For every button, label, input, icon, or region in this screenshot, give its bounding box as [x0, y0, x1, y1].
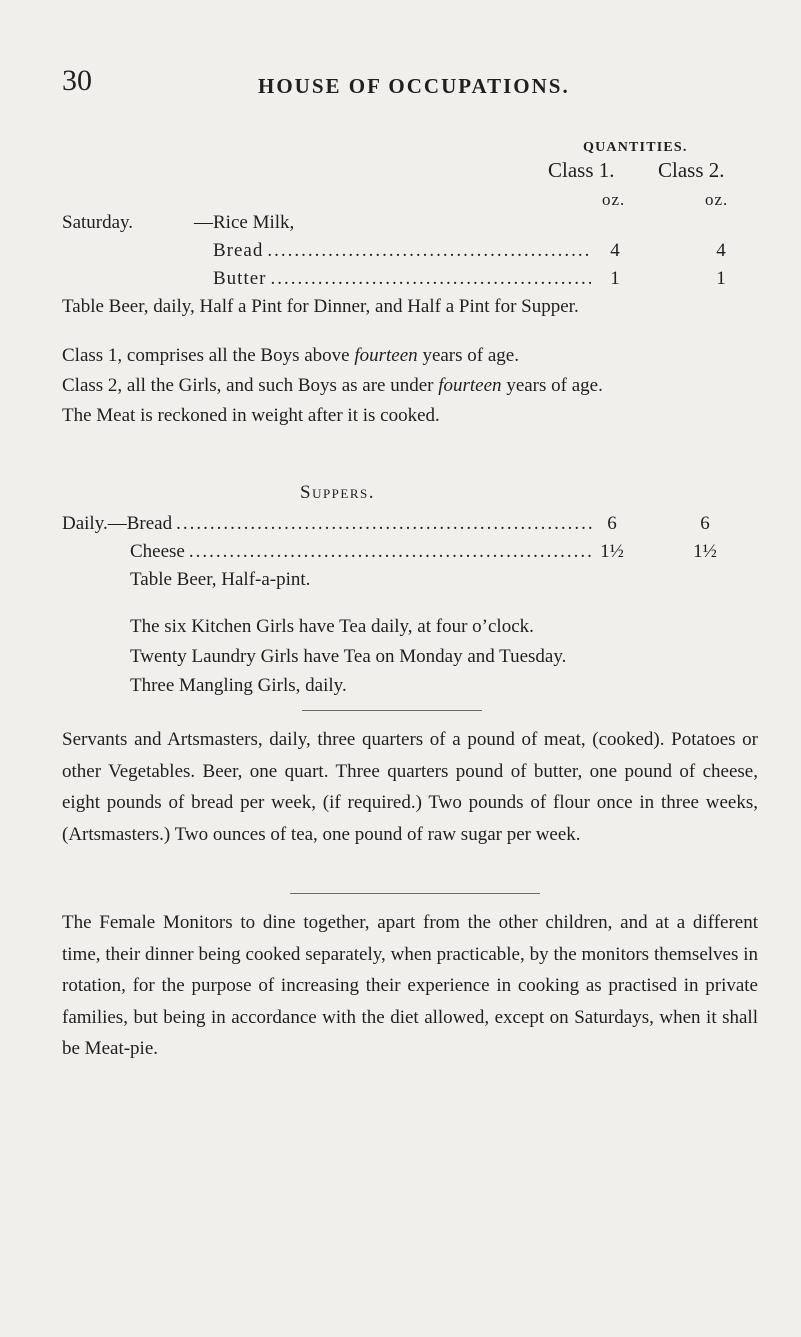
- tea-line-mangling: Three Mangling Girls, daily.: [130, 675, 347, 696]
- saturday-bread-class2: 4: [716, 240, 726, 261]
- suppers-heading: Suppers.: [300, 482, 376, 503]
- supper-cheese-label: Cheese: [130, 541, 185, 562]
- class-1-note-post: years of age.: [422, 345, 519, 366]
- saturday-dish: —Rice Milk,: [194, 212, 295, 233]
- supper-beer: Table Beer, Half-a-pint.: [130, 569, 311, 590]
- meat-note: The Meat is reckoned in weight after it is cooked.: [62, 405, 440, 426]
- saturday-bread-row: [213, 240, 595, 262]
- dot-leader: [176, 513, 593, 535]
- dot-leader: [267, 240, 591, 262]
- dot-leader: [189, 541, 593, 563]
- supper-bread-row: [62, 513, 597, 535]
- saturday-butter-class1: 1: [610, 268, 620, 289]
- saturday-day: Saturday.: [62, 212, 134, 233]
- section-divider: [290, 893, 540, 894]
- class-2-note: [62, 375, 603, 397]
- class-2-note-pre: Class 2, all the Girls, and such Boys as are under: [62, 375, 434, 396]
- supper-cheese-row: [130, 541, 597, 563]
- table-beer-note: Table Beer, daily, Half a Pint for Dinner, and Half a Pint for Supper.: [62, 296, 579, 317]
- class-2-note-emphasis: fourteen: [438, 375, 502, 396]
- tea-line-laundry: Twenty Laundry Girls have Tea on Monday and Tuesday.: [130, 646, 567, 667]
- supper-cheese-class1: 1½: [600, 541, 624, 562]
- saturday-butter-label: Butter: [213, 268, 267, 289]
- supper-bread-label: Daily.—Bread: [62, 513, 173, 534]
- saturday-butter-row: [213, 268, 595, 290]
- class-1-note-pre: Class 1, comprises all the Boys above: [62, 345, 350, 366]
- class-2-unit: oz.: [705, 190, 729, 209]
- monitors-paragraph: The Female Monitors to dine together, apart from the other children, and at a different time, their dinner being cooked separately, when practicable, by the monitors themselves in rotation, for the purpose of increasing their experience in cooking as practised in private families, but being in accordance with the diet allowed, except on Saturdays, when it shall be Meat-pie.: [62, 912, 758, 1059]
- saturday-bread-class1: 4: [610, 240, 620, 261]
- class-2-note-post: years of age.: [506, 375, 603, 396]
- class-1-note-emphasis: fourteen: [354, 345, 418, 366]
- quantities-heading: QUANTITIES.: [583, 140, 688, 155]
- supper-bread-class1: 6: [607, 513, 617, 534]
- saturday-bread-label: Bread: [213, 240, 264, 261]
- class-1-heading: Class 1.: [548, 158, 615, 182]
- section-divider: [302, 710, 482, 711]
- class-1-unit: oz.: [602, 190, 626, 209]
- supper-bread-class2: 6: [700, 513, 710, 534]
- servants-paragraph: Servants and Artsmasters, daily, three quarters of a pound of meat, (cooked). Potatoes or other Vegetables. Beer, one quart. Three quarters pound of butter, one pound of cheese, eight pounds of bread per week, (if required.) Two pounds of flour once in three weeks, (Artsmasters.) Two ounces of tea, one pound of raw sugar per week.: [62, 729, 758, 845]
- saturday-butter-class2: 1: [716, 268, 726, 289]
- running-title: HOUSE OF OCCUPATIONS.: [258, 74, 570, 98]
- tea-line-kitchen: The six Kitchen Girls have Tea daily, at four o’clock.: [130, 616, 534, 637]
- class-2-heading: Class 2.: [658, 158, 725, 182]
- dot-leader: [271, 268, 592, 290]
- class-1-note: [62, 345, 519, 367]
- page-number: 30: [62, 64, 92, 97]
- supper-cheese-class2: 1½: [693, 541, 717, 562]
